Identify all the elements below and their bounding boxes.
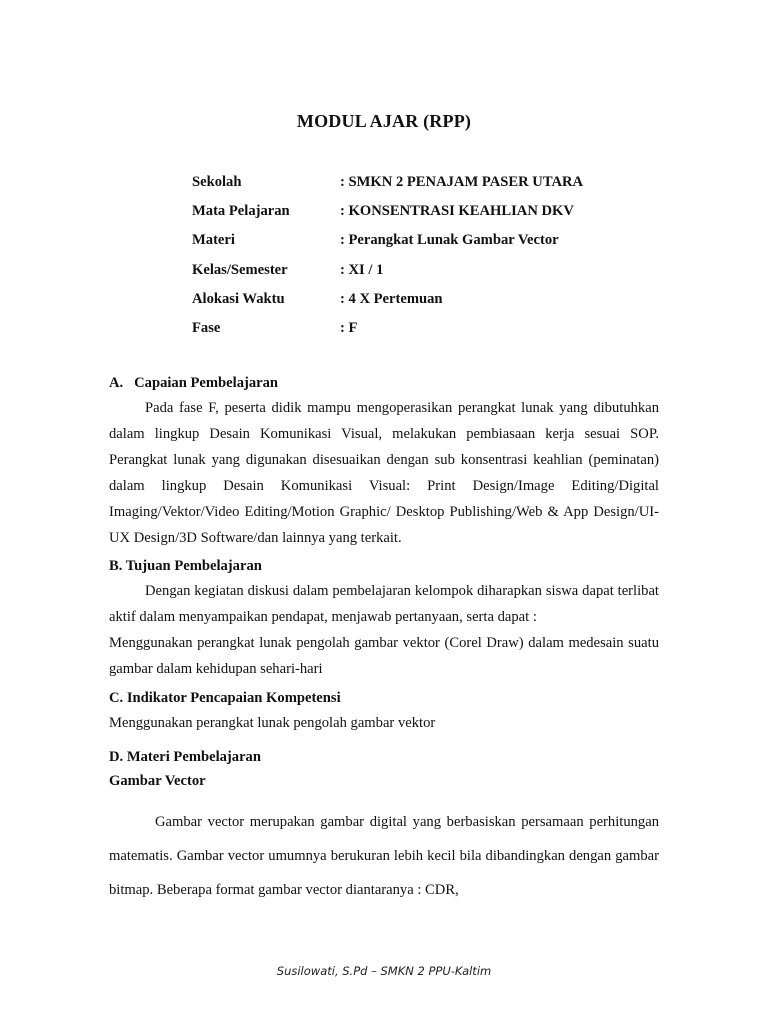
section-heading: A. Capaian Pembelajaran — [109, 375, 279, 391]
info-row-mata-pelajaran — [192, 197, 583, 226]
section-heading: C. Indikator Pencapaian Kompetensi — [109, 690, 341, 706]
info-table — [192, 168, 583, 343]
section-paragraph: Gambar vector merupakan gambar digital yang berbasiskan persamaan perhitungan matematis. Gambar vector umumnya berukuran lebih kecil bila dibandingkan dengan gambar bitmap. Beberapa format gambar vector diantaranya : CDR, — [109, 814, 659, 898]
info-label: Kelas/Semester — [192, 261, 288, 278]
info-row-alokasi-waktu — [192, 285, 583, 314]
info-value: : XI / 1 — [340, 261, 384, 278]
section-paragraph: Pada fase F, peserta didik mampu mengoperasikan perangkat lunak yang dibutuhkan dalam lingkup Desain Komunikasi Visual, melakukan pembiasaan kerja sesuai SOP. Perangkat lunak yang digunakan disesuaikan dengan sub konsentrasi keahlian (peminatan) dalam lingkup Desain Komunikasi Visual: Print Design/Image Editing/Digital Imaging/Vektor/Video Editing/Motion Graphic/ Desktop Publishing/Web & App Design/UI-UX Design/3D Software/dan lainnya yang terkait. — [109, 400, 659, 546]
section-indikator — [109, 686, 659, 736]
info-label: Sekolah — [192, 174, 242, 191]
info-label: Alokasi Waktu — [192, 290, 285, 307]
info-value: : SMKN 2 PENAJAM PASER UTARA — [340, 174, 584, 191]
info-label: Materi — [192, 232, 235, 249]
section-paragraph: Menggunakan perangkat lunak pengolah gambar vektor — [109, 715, 436, 731]
section-subheading: Gambar Vector — [109, 773, 206, 789]
section-tujuan — [109, 554, 659, 682]
info-row-sekolah — [192, 168, 583, 197]
page-footer: Susilowati, S.Pd – SMKN 2 PPU-Kaltim — [276, 964, 492, 978]
section-heading: D. Materi Pembelajaran — [109, 749, 261, 765]
section-paragraph: Dengan kegiatan diskusi dalam pembelajaran kelompok diharapkan siswa dapat terlibat aktif dalam menyampaikan pendapat, menjawab pertanyaan, serta dapat : — [109, 583, 659, 625]
info-row-kelas-semester — [192, 256, 583, 285]
info-label: Fase — [192, 320, 221, 337]
info-row-materi — [192, 226, 583, 255]
page-title: MODUL AJAR (RPP) — [296, 111, 472, 131]
info-value: : KONSENTRASI KEAHLIAN DKV — [340, 203, 574, 220]
info-value: : F — [340, 320, 358, 337]
section-heading: B. Tujuan Pembelajaran — [109, 558, 262, 574]
info-value: : Perangkat Lunak Gambar Vector — [340, 232, 559, 249]
section-paragraph: Menggunakan perangkat lunak pengolah gambar vektor (Corel Draw) dalam medesain suatu gambar dalam kehidupan sehari-hari — [109, 635, 659, 677]
section-materi — [109, 745, 659, 907]
section-capaian — [109, 371, 659, 551]
info-row-fase — [192, 314, 583, 343]
info-label: Mata Pelajaran — [192, 203, 290, 220]
info-value: : 4 X Pertemuan — [340, 290, 443, 307]
